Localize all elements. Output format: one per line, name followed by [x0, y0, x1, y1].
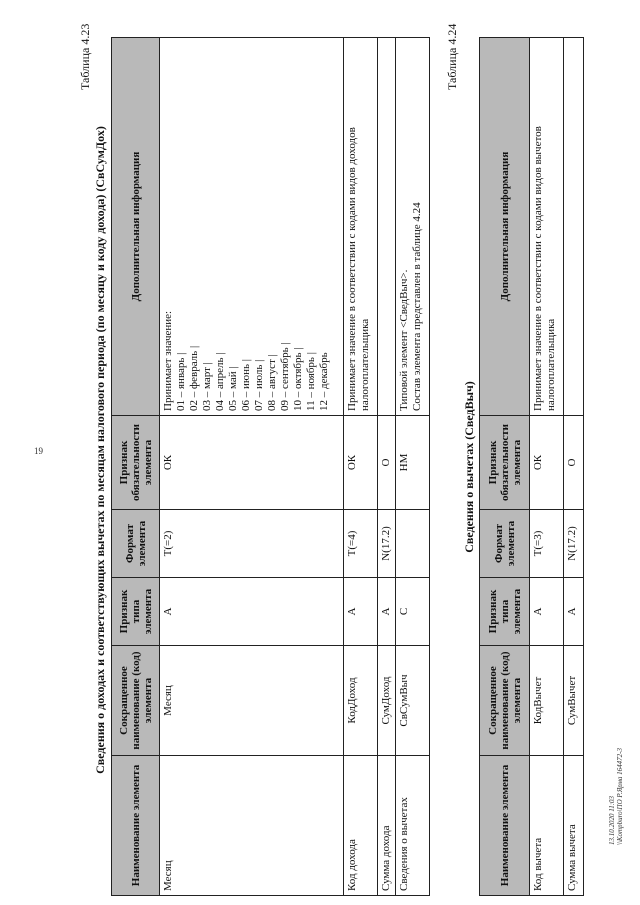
table-row [530, 38, 564, 896]
info-line: 04 – апрель | [214, 352, 226, 411]
header-cell: Признак обязательности элемента [112, 416, 160, 510]
cell-format: T(=2) [160, 510, 344, 578]
table-4-24 [479, 37, 584, 896]
info-line: Принимает значение: [162, 310, 174, 411]
info-line: Состав элемента представлен в таблице 4.24 [411, 202, 423, 411]
table-4-23-label: Таблица 4.23 [78, 23, 92, 90]
cell-info [564, 38, 584, 416]
cell-req: ОК [160, 416, 344, 510]
header-cell: Наименование элемента [480, 756, 530, 896]
header-cell: Формат элемента [112, 510, 160, 578]
table-4-24-header-row [480, 38, 530, 896]
cell-req: О [564, 416, 584, 510]
cell-name: Код дохода [344, 756, 378, 896]
cell-info: Принимает значение в соответствии с кодами видов доходов налогоплательщика [344, 38, 378, 416]
table-row [564, 38, 584, 896]
footer-line: \\Kompburo\ПО Р.Ярма 164472-3 [616, 747, 624, 845]
page-number: 19 [34, 446, 43, 456]
cell-format: N(17.2) [378, 510, 396, 578]
cell-name: Сумма дохода [378, 756, 396, 896]
cell-type: А [344, 578, 378, 646]
cell-name: Месяц [160, 756, 344, 896]
info-line: 07 – июль | [253, 359, 265, 411]
header-cell: Признак типа элемента [480, 578, 530, 646]
cell-req: О [378, 416, 396, 510]
cell-code: СумВычет [564, 646, 584, 756]
cell-type: А [378, 578, 396, 646]
table-4-23-title: Сведения о доходах и соответствующих вычетах по месяцам налогового периода (по месяцу и коду дохода) (СвСумДох) [93, 126, 107, 774]
cell-name: Сведения о вычетах [396, 756, 430, 896]
cell-req: НМ [396, 416, 430, 510]
cell-req: ОК [344, 416, 378, 510]
table-row [396, 38, 430, 896]
info-line: 11 – ноябрь | [305, 352, 317, 411]
header-cell: Наименование элемента [112, 756, 160, 896]
cell-code: Месяц [160, 646, 344, 756]
table-row [378, 38, 396, 896]
cell-type: С [396, 578, 430, 646]
cell-format: T(=4) [344, 510, 378, 578]
cell-name: Код вычета [530, 756, 564, 896]
header-cell: Признак типа элемента [112, 578, 160, 646]
cell-info [396, 38, 430, 416]
cell-type: А [160, 578, 344, 646]
table-4-23-header-row [112, 38, 160, 896]
cell-type: А [530, 578, 564, 646]
cell-code: КодДоход [344, 646, 378, 756]
header-cell: Признак обязательности элемента [480, 416, 530, 510]
cell-format [396, 510, 430, 578]
cell-format: N(17.2) [564, 510, 584, 578]
cell-req: ОК [530, 416, 564, 510]
cell-info [160, 38, 344, 416]
cell-code: СвСумВыч [396, 646, 430, 756]
info-line: Типовой элемент <СведВыч>. [398, 269, 410, 411]
footer-line: 13.10.2020 11:03 [608, 795, 616, 845]
info-line: 09 – сентябрь | [279, 342, 291, 411]
table-4-24-title: Сведения о вычетах (СведВыч) [462, 381, 476, 553]
info-line: 01 – январь | [175, 352, 187, 411]
info-line: 03 – март | [201, 362, 213, 411]
cell-type: А [564, 578, 584, 646]
header-cell: Сокращенное наименование (код) элемента [112, 646, 160, 756]
table-4-24-label: Таблица 4.24 [445, 23, 459, 90]
cell-info [378, 38, 396, 416]
cell-code: СумДоход [378, 646, 396, 756]
cell-info: Принимает значение в соответствии с кодами видов вычетов налогоплательщика [530, 38, 564, 416]
info-line: 06 – июнь | [240, 359, 252, 411]
table-4-23 [111, 37, 430, 896]
info-line: 12 – декабрь [318, 352, 330, 411]
cell-format: T(=3) [530, 510, 564, 578]
info-line: 10 – октябрь | [292, 347, 304, 411]
info-line: 02 – февраль | [188, 345, 200, 411]
header-cell: Формат элемента [480, 510, 530, 578]
table-row [344, 38, 378, 896]
header-cell: Сокращенное наименование (код) элемента [480, 646, 530, 756]
header-cell: Дополнительная информация [480, 38, 530, 416]
print-footer [608, 748, 624, 845]
cell-code: КодВычет [530, 646, 564, 756]
cell-name: Сумма вычета [564, 756, 584, 896]
info-line: 08 – август | [266, 354, 278, 411]
header-cell: Дополнительная информация [112, 38, 160, 416]
table-row [160, 38, 344, 896]
info-line: 05 – май | [227, 366, 239, 411]
